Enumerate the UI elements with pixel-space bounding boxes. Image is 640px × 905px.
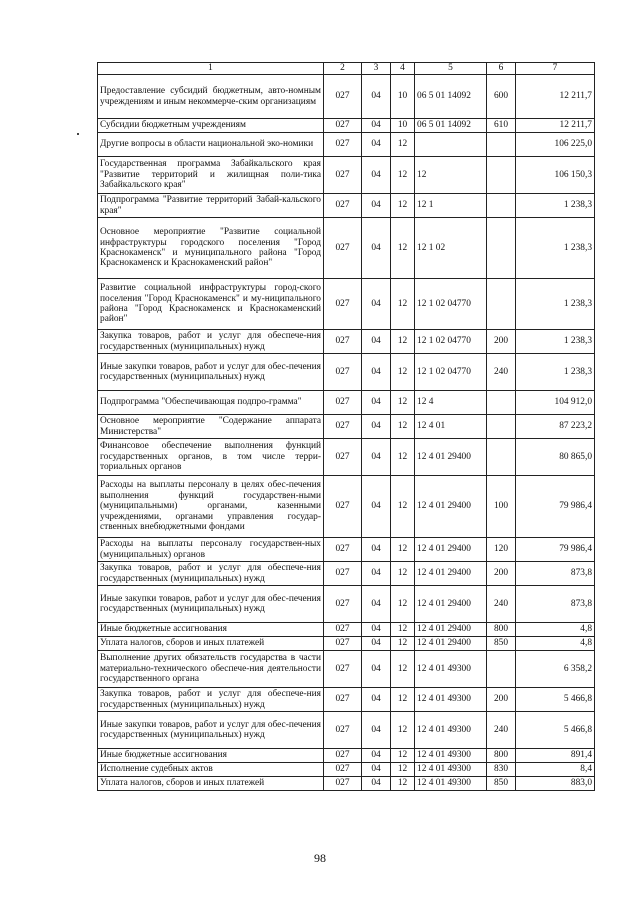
- expense-type-code: 100: [487, 476, 516, 538]
- ministry-code: 027: [324, 688, 362, 712]
- target-item-code: 12 4 01 49300: [415, 763, 487, 777]
- table-row: [98, 279, 595, 330]
- row-name: Подпрограмма "Развитие территорий Забай-кальского края": [98, 194, 324, 218]
- table-row: [98, 218, 595, 279]
- expense-type-code: [487, 279, 516, 330]
- expense-type-code: [487, 651, 516, 688]
- table-row: [98, 562, 595, 586]
- subsection-code: 12: [391, 688, 415, 712]
- expense-type-code: [487, 157, 516, 194]
- ministry-code: 027: [324, 119, 362, 133]
- section-code: 04: [362, 194, 391, 218]
- target-item-code: [415, 133, 487, 157]
- section-code: 04: [362, 777, 391, 791]
- ministry-code: 027: [324, 439, 362, 476]
- amount: 79 986,4: [516, 538, 595, 562]
- section-code: 04: [362, 133, 391, 157]
- subsection-code: 12: [391, 712, 415, 749]
- column-header: 3: [362, 63, 391, 75]
- row-name: Выполнение других обязательств государства в части материально-технического обеспече-ния деятельности государственного органа: [98, 651, 324, 688]
- amount: 883,0: [516, 777, 595, 791]
- target-item-code: 12 4 01 49300: [415, 749, 487, 763]
- table-row: [98, 330, 595, 354]
- row-name: Предоставление субсидий бюджетным, авто-номным учреждениям и иным некоммерче-ским организациям: [98, 75, 324, 119]
- section-code: 04: [362, 712, 391, 749]
- amount: 1 238,3: [516, 218, 595, 279]
- target-item-code: 12 1 02: [415, 218, 487, 279]
- section-code: 04: [362, 623, 391, 637]
- target-item-code: 12 4: [415, 391, 487, 415]
- target-item-code: 12: [415, 157, 487, 194]
- section-code: 04: [362, 586, 391, 623]
- amount: 1 238,3: [516, 330, 595, 354]
- row-name: Субсидии бюджетным учреждениям: [98, 119, 324, 133]
- row-name: Иные закупки товаров, работ и услуг для обес-печения государственных (муниципальных) нужд: [98, 586, 324, 623]
- subsection-code: 12: [391, 538, 415, 562]
- subsection-code: 12: [391, 330, 415, 354]
- ministry-code: 027: [324, 194, 362, 218]
- column-header: 2: [324, 63, 362, 75]
- expense-type-code: 240: [487, 586, 516, 623]
- ministry-code: 027: [324, 279, 362, 330]
- expense-type-code: [487, 415, 516, 439]
- column-header: 4: [391, 63, 415, 75]
- row-name: Развитие социальной инфраструктуры город-ского поселения "Город Краснокаменск" и му-ниципального района "Город Краснокаменск и Краснокаменский район": [98, 279, 324, 330]
- amount: 5 466,8: [516, 712, 595, 749]
- row-name: Закупка товаров, работ и услуг для обеспече-ния государственных (муниципальных) нужд: [98, 688, 324, 712]
- table-body: [98, 75, 595, 791]
- row-name: Расходы на выплаты персоналу государствен-ных (муниципальных) органов: [98, 538, 324, 562]
- expense-type-code: 850: [487, 777, 516, 791]
- target-item-code: 12 4 01 29400: [415, 476, 487, 538]
- section-code: 04: [362, 119, 391, 133]
- section-code: 04: [362, 391, 391, 415]
- target-item-code: 12 4 01 29400: [415, 439, 487, 476]
- section-code: 04: [362, 651, 391, 688]
- amount: 1 238,3: [516, 354, 595, 391]
- expense-type-code: 600: [487, 75, 516, 119]
- amount: 891,4: [516, 749, 595, 763]
- subsection-code: 12: [391, 439, 415, 476]
- ministry-code: 027: [324, 354, 362, 391]
- ministry-code: 027: [324, 391, 362, 415]
- amount: 106 150,3: [516, 157, 595, 194]
- section-code: 04: [362, 439, 391, 476]
- target-item-code: 12 4 01 29400: [415, 562, 487, 586]
- table-row: [98, 476, 595, 538]
- table-row: [98, 763, 595, 777]
- row-name: Уплата налогов, сборов и иных платежей: [98, 637, 324, 651]
- row-name: Основное мероприятие "Развитие социальной инфраструктуры городского поселения "Город Краснокаменск" и муниципального района "Город Краснокаменск и Краснокаменский район": [98, 218, 324, 279]
- section-code: 04: [362, 354, 391, 391]
- expense-type-code: 240: [487, 354, 516, 391]
- section-code: 04: [362, 637, 391, 651]
- table-row: [98, 391, 595, 415]
- target-item-code: 12 4 01 29400: [415, 586, 487, 623]
- subsection-code: 10: [391, 119, 415, 133]
- margin-mark: [77, 133, 79, 135]
- section-code: 04: [362, 218, 391, 279]
- expense-type-code: 240: [487, 712, 516, 749]
- row-name: Иные бюджетные ассигнования: [98, 749, 324, 763]
- column-header: 7: [516, 63, 595, 75]
- ministry-code: 027: [324, 218, 362, 279]
- subsection-code: 12: [391, 354, 415, 391]
- section-code: 04: [362, 415, 391, 439]
- expense-type-code: 830: [487, 763, 516, 777]
- amount: 12 211,7: [516, 75, 595, 119]
- ministry-code: 027: [324, 651, 362, 688]
- expense-type-code: [487, 133, 516, 157]
- subsection-code: 12: [391, 391, 415, 415]
- section-code: 04: [362, 157, 391, 194]
- row-name: Финансовое обеспечение выполнения функций государственных органов, в том числе терри-ториальных органов: [98, 439, 324, 476]
- budget-table: [97, 62, 595, 791]
- ministry-code: 027: [324, 586, 362, 623]
- row-name: Иные бюджетные ассигнования: [98, 623, 324, 637]
- target-item-code: 12 4 01 49300: [415, 712, 487, 749]
- ministry-code: 027: [324, 75, 362, 119]
- target-item-code: 12 1 02 04770: [415, 330, 487, 354]
- subsection-code: 12: [391, 777, 415, 791]
- amount: 873,8: [516, 562, 595, 586]
- table-row: [98, 712, 595, 749]
- row-name: Иные закупки товаров, работ и услуг для обес-печения государственных (муниципальных) нужд: [98, 354, 324, 391]
- target-item-code: 12 4 01 49300: [415, 688, 487, 712]
- header-row: [98, 63, 595, 75]
- table-row: [98, 749, 595, 763]
- amount: 106 225,0: [516, 133, 595, 157]
- table-row: [98, 637, 595, 651]
- expense-type-code: 610: [487, 119, 516, 133]
- amount: 6 358,2: [516, 651, 595, 688]
- subsection-code: 12: [391, 279, 415, 330]
- table-row: [98, 651, 595, 688]
- row-name: Расходы на выплаты персоналу в целях обес-печения выполнения функций государствен-ными (муниципальными) органами, казенными учреждениями, органами управления государ-ственных внебюджетными фондами: [98, 476, 324, 538]
- section-code: 04: [362, 562, 391, 586]
- subsection-code: 12: [391, 157, 415, 194]
- amount: 79 986,4: [516, 476, 595, 538]
- subsection-code: 12: [391, 749, 415, 763]
- ministry-code: 027: [324, 476, 362, 538]
- subsection-code: 12: [391, 133, 415, 157]
- ministry-code: 027: [324, 749, 362, 763]
- subsection-code: 12: [391, 651, 415, 688]
- table-row: [98, 688, 595, 712]
- amount: 873,8: [516, 586, 595, 623]
- amount: 87 223,2: [516, 415, 595, 439]
- column-header: 1: [98, 63, 324, 75]
- amount: 8,4: [516, 763, 595, 777]
- target-item-code: 12 4 01: [415, 415, 487, 439]
- table-row: [98, 777, 595, 791]
- section-code: 04: [362, 688, 391, 712]
- ministry-code: 027: [324, 637, 362, 651]
- column-header: 5: [415, 63, 487, 75]
- expense-type-code: [487, 391, 516, 415]
- table-row: [98, 538, 595, 562]
- ministry-code: 027: [324, 157, 362, 194]
- row-name: Подпрограмма "Обеспечивающая подпро-грамма": [98, 391, 324, 415]
- target-item-code: 12 4 01 29400: [415, 637, 487, 651]
- table-row: [98, 415, 595, 439]
- ministry-code: 027: [324, 562, 362, 586]
- target-item-code: 12 4 01 29400: [415, 538, 487, 562]
- column-header: 6: [487, 63, 516, 75]
- expense-type-code: 850: [487, 637, 516, 651]
- section-code: 04: [362, 330, 391, 354]
- amount: 80 865,0: [516, 439, 595, 476]
- row-name: Основное мероприятие "Содержание аппарата Министерства": [98, 415, 324, 439]
- table-row: [98, 119, 595, 133]
- expense-type-code: [487, 439, 516, 476]
- section-code: 04: [362, 75, 391, 119]
- ministry-code: 027: [324, 538, 362, 562]
- amount: 4,8: [516, 637, 595, 651]
- row-name: Государственная программа Забайкальского края "Развитие территорий и жилищная поли-тика Забайкальского края": [98, 157, 324, 194]
- ministry-code: 027: [324, 712, 362, 749]
- ministry-code: 027: [324, 777, 362, 791]
- expense-type-code: 800: [487, 749, 516, 763]
- subsection-code: 12: [391, 476, 415, 538]
- table-row: [98, 354, 595, 391]
- amount: 12 211,7: [516, 119, 595, 133]
- amount: 104 912,0: [516, 391, 595, 415]
- expense-type-code: [487, 194, 516, 218]
- row-name: Исполнение судебных актов: [98, 763, 324, 777]
- row-name: Закупка товаров, работ и услуг для обеспече-ния государственных (муниципальных) нужд: [98, 562, 324, 586]
- expense-type-code: 120: [487, 538, 516, 562]
- ministry-code: 027: [324, 623, 362, 637]
- section-code: 04: [362, 476, 391, 538]
- page-number: 98: [314, 851, 326, 865]
- expense-type-code: 200: [487, 562, 516, 586]
- expense-type-code: 800: [487, 623, 516, 637]
- row-name: Другие вопросы в области национальной эко-номики: [98, 133, 324, 157]
- row-name: Иные закупки товаров, работ и услуг для обес-печения государственных (муниципальных) нужд: [98, 712, 324, 749]
- table-row: [98, 194, 595, 218]
- amount: 1 238,3: [516, 279, 595, 330]
- amount: 5 466,8: [516, 688, 595, 712]
- table-row: [98, 75, 595, 119]
- subsection-code: 12: [391, 763, 415, 777]
- subsection-code: 10: [391, 75, 415, 119]
- expense-type-code: 200: [487, 688, 516, 712]
- ministry-code: 027: [324, 415, 362, 439]
- subsection-code: 12: [391, 415, 415, 439]
- subsection-code: 12: [391, 194, 415, 218]
- row-name: Уплата налогов, сборов и иных платежей: [98, 777, 324, 791]
- target-item-code: 12 4 01 29400: [415, 623, 487, 637]
- amount: 4,8: [516, 623, 595, 637]
- section-code: 04: [362, 749, 391, 763]
- target-item-code: 12 1 02 04770: [415, 279, 487, 330]
- amount: 1 238,3: [516, 194, 595, 218]
- target-item-code: 06 5 01 14092: [415, 75, 487, 119]
- target-item-code: 12 4 01 49300: [415, 651, 487, 688]
- table-row: [98, 133, 595, 157]
- expense-type-code: [487, 218, 516, 279]
- ministry-code: 027: [324, 763, 362, 777]
- ministry-code: 027: [324, 330, 362, 354]
- ministry-code: 027: [324, 133, 362, 157]
- subsection-code: 12: [391, 623, 415, 637]
- target-item-code: 06 5 01 14092: [415, 119, 487, 133]
- section-code: 04: [362, 763, 391, 777]
- table-row: [98, 439, 595, 476]
- subsection-code: 12: [391, 586, 415, 623]
- row-name: Закупка товаров, работ и услуг для обеспече-ния государственных (муниципальных) нужд: [98, 330, 324, 354]
- target-item-code: 12 1: [415, 194, 487, 218]
- table-row: [98, 157, 595, 194]
- table-row: [98, 623, 595, 637]
- subsection-code: 12: [391, 637, 415, 651]
- target-item-code: 12 4 01 49300: [415, 777, 487, 791]
- section-code: 04: [362, 538, 391, 562]
- section-code: 04: [362, 279, 391, 330]
- target-item-code: 12 1 02 04770: [415, 354, 487, 391]
- table-row: [98, 586, 595, 623]
- subsection-code: 12: [391, 218, 415, 279]
- expense-type-code: 200: [487, 330, 516, 354]
- subsection-code: 12: [391, 562, 415, 586]
